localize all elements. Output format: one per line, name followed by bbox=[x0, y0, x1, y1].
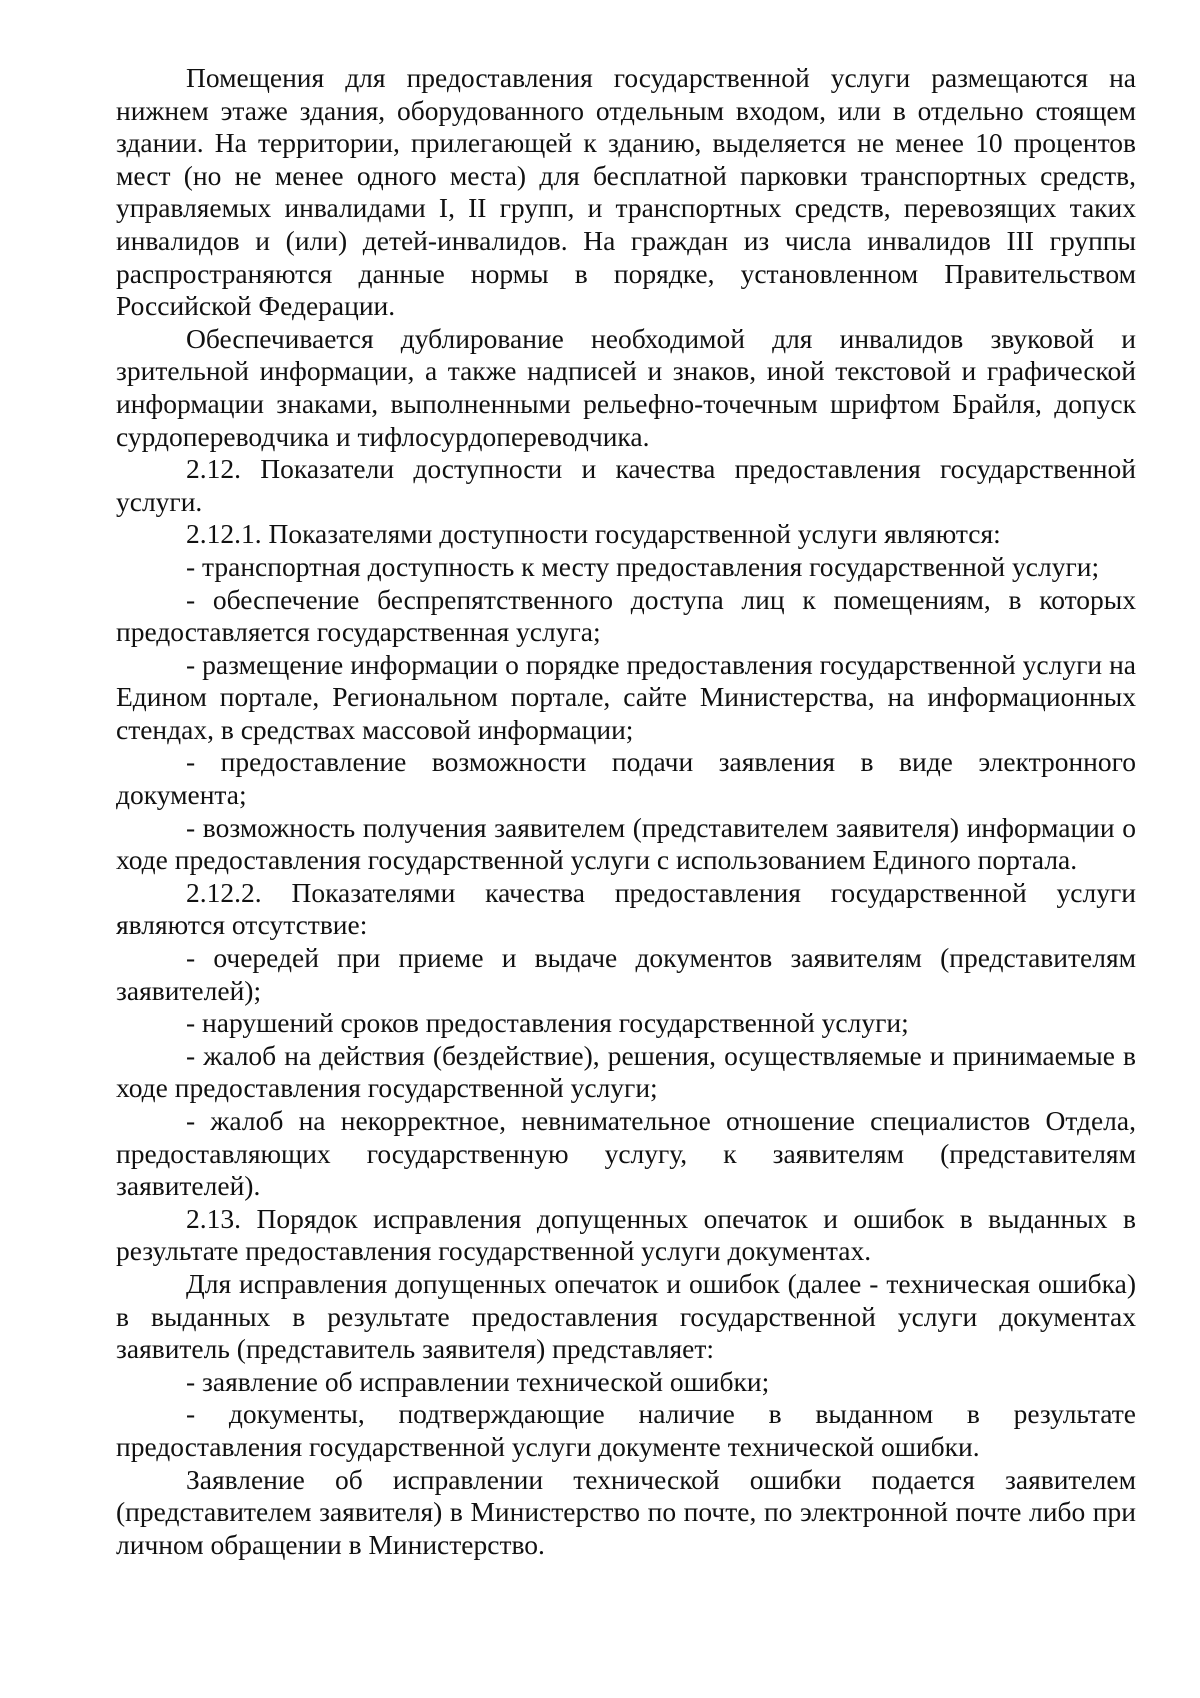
section-2-13-heading: 2.13. Порядок исправления допущенных опечаток и ошибок в выданных в результате предоставления государственной услуги документах. bbox=[116, 1202, 1136, 1267]
list-item: - обеспечение беспрепятственного доступа лиц к помещениям, в которых предоставляется государственная услуга; bbox=[116, 583, 1136, 648]
list-item: - жалоб на действия (бездействие), решения, осуществляемые и принимаемые в ходе предоставления государственной услуги; bbox=[116, 1039, 1136, 1104]
section-2-12-1-heading: 2.12.1. Показателями доступности государственной услуги являются: bbox=[186, 518, 1001, 550]
section-2-12-heading: 2.12. Показатели доступности и качества предоставления государственной услуги. bbox=[116, 453, 1136, 517]
paragraph-premises: Помещения для предоставления государственной услуги размещаются на нижнем этаже здания, оборудованного отдельным входом, или в отдельно стоящем здании. На территории, прилегающей к зданию, выделяется не менее 10 процентов мест (но не менее одного места) для бесплатной парковки транспортных средств, управляемых инвалидами I, II групп, и транспортных средств, перевозящих таких инвалидов и (или) детей-инвалидов. На граждан из числа инвалидов III группы распространяются данные нормы в порядке, установленном Правительством Российской Федерации. bbox=[116, 62, 1136, 322]
section-2-12-2-heading: 2.12.2. Показателями качества предоставления государственной услуги являются отсутствие: bbox=[116, 876, 1136, 941]
list-item: - нарушений сроков предоставления государственной услуги; bbox=[186, 1007, 909, 1039]
list-item: - очередей при приеме и выдаче документов заявителям (представителям заявителей); bbox=[116, 942, 1136, 1006]
list-item: - предоставление возможности подачи заявления в виде электронного документа; bbox=[116, 746, 1136, 811]
list-item: - заявление об исправлении технической ошибки; bbox=[186, 1365, 770, 1397]
list-item: - транспортная доступность к месту предоставления государственной услуги; bbox=[186, 550, 1100, 582]
list-item: - жалоб на некорректное, невнимательное отношение специалистов Отдела, предоставляющих государственную услугу, к заявителям (представителям заявителей). bbox=[116, 1105, 1136, 1202]
list-item: - размещение информации о порядке предоставления государственной услуги на Едином портале, Региональном портале, сайте Министерства, на информационных стендах, в средствах массовой информации; bbox=[116, 648, 1136, 745]
list-item: - документы, подтверждающие наличие в выданном в результате предоставления государственной услуги документе технической ошибки. bbox=[116, 1398, 1136, 1462]
paragraph-correction-documents: Для исправления допущенных опечаток и ошибок (далее - техническая ошибка) в выданных в результате предоставления государственной услуги документах заявитель (представитель заявителя) представляет: bbox=[116, 1267, 1136, 1365]
paragraph-application-submission: Заявление об исправлении технической ошибки подается заявителем (представителем заявителя) в Министерство по почте, по электронной почте либо при личном обращении в Министерство. bbox=[116, 1463, 1136, 1560]
paragraph-duplication: Обеспечивается дублирование необходимой для инвалидов звуковой и зрительной информации, а также надписей и знаков, иной текстовой и графической информации знаками, выполненными рельефно-точечным шрифтом Брайля, допуск сурдопереводчика и тифлосурдопереводчика. bbox=[116, 322, 1136, 452]
document-page bbox=[116, 62, 1136, 1561]
list-item: - возможность получения заявителем (представителем заявителя) информации о ходе предоставления государственной услуги с использованием Единого портала. bbox=[116, 811, 1136, 876]
